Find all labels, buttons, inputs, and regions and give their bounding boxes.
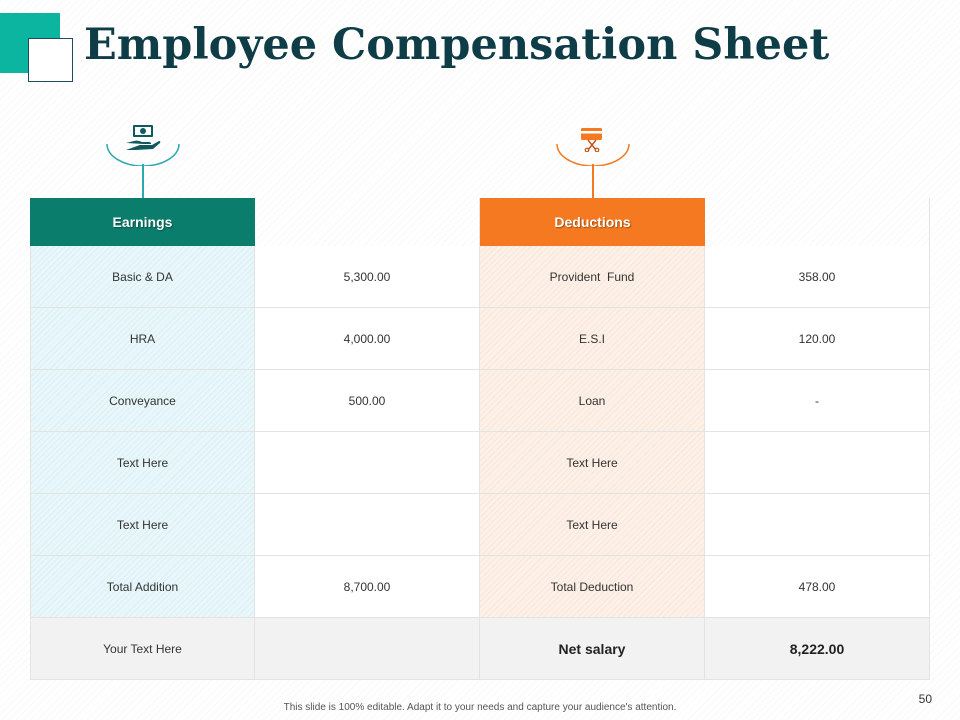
your-text-cell: Your Text Here (30, 618, 255, 680)
deductions-header: Deductions (480, 198, 705, 246)
total-addition-value: 8,700.00 (255, 556, 480, 618)
slide-title: Employee Compensation Sheet (84, 20, 830, 70)
earning-label-cell: Text Here (30, 432, 255, 494)
deduction-label-cell: Provident Fund (480, 246, 705, 308)
earning-label-cell: Text Here (30, 494, 255, 556)
table-row (30, 370, 930, 432)
table-row-net-salary (30, 618, 930, 680)
earning-label-cell: Basic & DA (30, 246, 255, 308)
earnings-value-header (255, 198, 480, 246)
net-salary-label: Net salary (480, 618, 705, 680)
deduction-value-cell: 358.00 (705, 246, 930, 308)
money-hand-icon (124, 124, 162, 154)
earning-value-cell: 5,300.00 (255, 246, 480, 308)
compensation-table (30, 198, 930, 680)
earning-value-cell: 4,000.00 (255, 308, 480, 370)
earning-label-cell: Conveyance (30, 370, 255, 432)
footer-note: This slide is 100% editable. Adapt it to your needs and capture your audience's attention. (283, 702, 677, 713)
deduction-label-cell: E.S.I (480, 308, 705, 370)
earnings-connector (142, 164, 144, 198)
total-deduction-value: 478.00 (705, 556, 930, 618)
table-row-totals (30, 556, 930, 618)
table-row (30, 246, 930, 308)
table-header-row (30, 198, 930, 246)
earning-label-cell: HRA (30, 308, 255, 370)
deductions-value-header (705, 198, 930, 246)
deduction-value-cell: 120.00 (705, 308, 930, 370)
table-row (30, 308, 930, 370)
table-row (30, 494, 930, 556)
earning-value-cell (255, 494, 480, 556)
total-addition-label: Total Addition (30, 556, 255, 618)
deduction-value-cell: - (705, 370, 930, 432)
deduction-value-cell (705, 494, 930, 556)
deduction-label-cell: Text Here (480, 494, 705, 556)
card-scissors-icon (580, 126, 604, 152)
table-row (30, 432, 930, 494)
blank-cell (255, 618, 480, 680)
earnings-header: Earnings (30, 198, 255, 246)
deduction-label-cell: Loan (480, 370, 705, 432)
deduction-label-cell: Text Here (480, 432, 705, 494)
earning-value-cell (255, 432, 480, 494)
net-salary-value: 8,222.00 (705, 618, 930, 680)
total-deduction-label: Total Deduction (480, 556, 705, 618)
deductions-connector (592, 164, 594, 198)
earning-value-cell: 500.00 (255, 370, 480, 432)
page-number: 50 (918, 692, 932, 706)
decorative-outline-square (28, 38, 73, 82)
deduction-value-cell (705, 432, 930, 494)
